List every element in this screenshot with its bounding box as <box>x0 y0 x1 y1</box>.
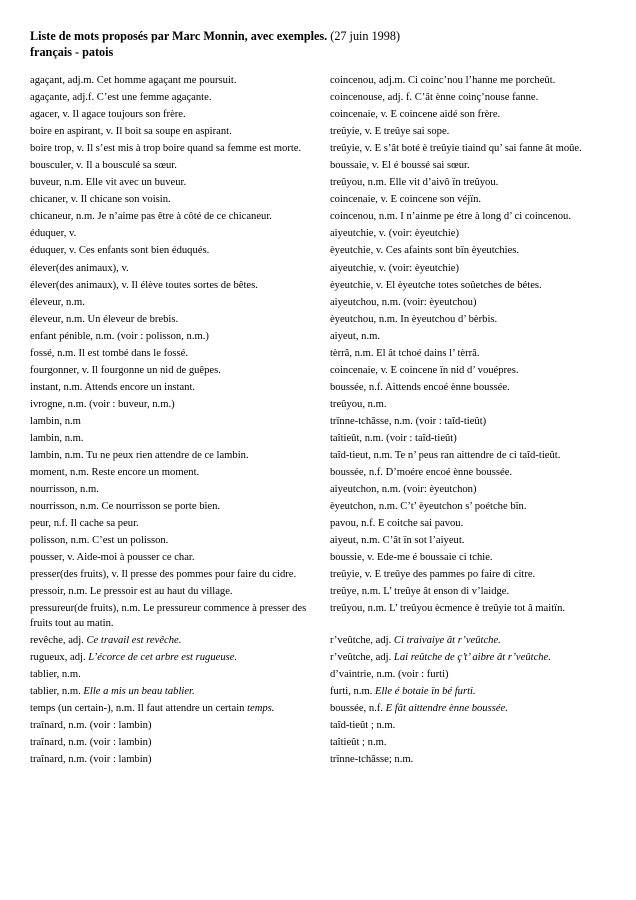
glossary-entry: treûyou, n.m. Elle vit d’aivô ïn treûyou. <box>329 177 499 189</box>
glossary-entry: pressureur(de fruits), n.m. Le pressureur commence à presser des fruits tout au matin. <box>30 603 307 629</box>
document-header <box>30 28 606 60</box>
glossary-entry: éduquer, v. Ces enfants sont bien éduqués. <box>30 245 210 257</box>
glossary-entry: boussée, n.f. D’moére encoé ènne boussée. <box>329 467 513 479</box>
glossary-columns <box>30 74 606 770</box>
glossary-entry: pressoir, n.m. Le pressoir est au haut du village. <box>30 586 233 598</box>
glossary-entry: pavou, n.f. E coitche sai pavou. <box>329 518 464 530</box>
glossary-entry: agaçant, adj.m. Cet homme agaçant me poursuit. <box>30 75 237 86</box>
glossary-entry: bousculer, v. Il a bousculé sa sœur. <box>30 160 177 172</box>
glossary-entry: aiyeutchie, v. (voir: èyeutchie) <box>329 262 460 274</box>
glossary-entry: traînard, n.m. (voir : lambin) <box>30 737 152 749</box>
glossary-entry: rugueux, adj. L’écorce de cet arbre est rugueuse. <box>30 652 238 664</box>
glossary-entry: instant, n.m. Attends encore un instant. <box>30 381 196 393</box>
glossary-entry: chicaneur, n.m. Je n’aime pas être à côté de ce chicaneur. <box>30 211 272 223</box>
glossary-entry: pousser, v. Aide-moi à pousser ce char. <box>30 552 195 564</box>
glossary-entry: fourgonner, v. Il fourgonne un nid de guêpes. <box>30 364 221 376</box>
glossary-entry: aiyeut, n.m. <box>329 330 380 342</box>
glossary-entry: boussie, v. Ede-me é boussaie ci tchie. <box>329 552 493 564</box>
glossary-entry: lambin, n.m. Tu ne peux rien attendre de ce lambin. <box>30 450 249 462</box>
glossary-entry: r’veûtche, adj. Ci traivaiye ât r’veûtche. <box>329 635 501 647</box>
glossary-entry: tèrrâ, n.m. El ât tchoé dains l’ tèrrâ. <box>329 347 480 359</box>
glossary-entry: revêche, adj. Ce travail est revêche. <box>30 635 182 647</box>
glossary-entry: polisson, n.m. C’est un polisson. <box>30 535 169 547</box>
glossary-entry: nourrisson, n.m. Ce nourrisson se porte bien. <box>30 501 221 513</box>
glossary-entry: coincenaie, v. E coincene aidé son frère. <box>329 109 501 121</box>
glossary-entry: éleveur, n.m. <box>30 296 85 308</box>
column-patois <box>330 74 606 770</box>
glossary-entry: èyeutchon, n.m. C’t’ èyeutchon s’ poétche bïn. <box>329 501 527 513</box>
glossary-entry: éduquer, v. <box>30 228 77 240</box>
glossary-entry: treûyou, n.m. L’ treûyou ècmence è treûyie tot â maitïn. <box>329 603 566 615</box>
glossary-entry: aiyeut, n.m. C’ât ïn sot l’aiyeut. <box>329 535 465 547</box>
glossary-entry: boire en aspirant, v. Il boit sa soupe en aspirant. <box>30 126 232 138</box>
glossary-entry: èyeutchou, n.m. In èyeutchou d’ bèrbis. <box>329 313 498 325</box>
glossary-entry: treûyou, n.m. <box>329 398 387 410</box>
glossary-entry: taîd-tieût ; n.m. <box>329 720 396 732</box>
glossary-entry: peur, n.f. Il cache sa peur. <box>30 518 139 530</box>
glossary-entry: taîtieût, n.m. (voir : taîd-tieût) <box>329 432 457 444</box>
column-french <box>30 74 312 770</box>
document-subtitle: français - patois <box>30 45 114 59</box>
glossary-entry: élever(des animaux), v. <box>30 262 129 274</box>
glossary-entry: tablier, n.m. Elle a mis un beau tablier. <box>30 686 195 698</box>
glossary-entry: treûye, n.m. L’ treûye ât enson di v’laidge. <box>329 586 510 598</box>
glossary-entry: lambin, n.m. <box>30 432 84 444</box>
document-title: Liste de mots proposés par Marc Monnin, avec exemples. <box>30 29 328 43</box>
glossary-entry: boussaie, v. El é boussé sai sœur. <box>329 160 470 172</box>
glossary-entry: r’veûtche, adj. Lai reûtche de ç’t’ aibre ât r’veûtche. <box>329 652 551 664</box>
glossary-entry: èyeutchie, v. El èyeutche totes soûetches de bétes. <box>329 279 542 291</box>
glossary-entry: coincenaie, v. E coincene ïn nid d’ vouépres. <box>329 364 519 376</box>
glossary-entry: aiyeutchou, n.m. (voir: èyeutchou) <box>329 296 477 308</box>
glossary-entry: taîd-tieut, n.m. Te n’ peus ran aittendre de ci taîd-tieût. <box>329 450 561 462</box>
glossary-entry: coincenou, adj.m. Ci coinc’nou l’hanne me porcheût. <box>329 75 556 86</box>
glossary-entry: treûyie, v. E s’ât boté è treûyie tiaind qu’ sai fanne ât moûe. <box>329 143 582 155</box>
glossary-entry: temps (un certain-), n.m. Il faut attendre un certain temps. <box>30 703 275 715</box>
glossary-entry: boussée, n.f. E fât aittendre ènne boussée. <box>329 703 508 715</box>
glossary-entry: élever(des animaux), v. Il élève toutes sortes de bêtes. <box>30 279 258 291</box>
title-line <box>30 28 606 44</box>
document-date: (27 juin 1998) <box>330 29 400 43</box>
glossary-entry: moment, n.m. Reste encore un moment. <box>30 467 200 479</box>
glossary-entry: presser(des fruits), v. Il presse des pommes pour faire du cidre. <box>30 569 297 581</box>
glossary-entry: traînard, n.m. (voir : lambin) <box>30 720 152 732</box>
glossary-entry: lambin, n.m <box>30 415 81 427</box>
glossary-entry: aiyeutchie, v. (voir: èyeutchie) <box>329 228 460 240</box>
glossary-entry: agacer, v. Il agace toujours son frère. <box>30 109 186 121</box>
glossary-entry: chicaner, v. Il chicane son voisin. <box>30 194 171 206</box>
glossary-entry: treûyie, v. E treûye sai sope. <box>329 126 450 138</box>
glossary-entry: fossé, n.m. Il est tombé dans le fossé. <box>30 347 188 359</box>
glossary-entry: coincenou, n.m. I n’ainme pe étre à long d’ ci coincenou. <box>329 211 571 223</box>
glossary-entry: éleveur, n.m. Un éleveur de brebis. <box>30 313 179 325</box>
glossary-entry: traînard, n.m. (voir : lambin) <box>30 754 152 766</box>
glossary-entry: furti, n.m. Elle é botaie ïn bé furti. <box>329 686 476 698</box>
glossary-entry: agaçante, adj.f. C’est une femme agaçante. <box>30 92 212 104</box>
glossary-entry: boire trop, v. Il s’est mis à trop boire quand sa femme est morte. <box>30 143 302 155</box>
glossary-entry: èyeutchie, v. Ces afaints sont bïn èyeutchies. <box>329 245 520 257</box>
glossary-entry: enfant pénible, n.m. (voir : polisson, n.m.) <box>30 330 209 342</box>
glossary-entry: buveur, n.m. Elle vit avec un buveur. <box>30 177 187 189</box>
glossary-entry: treûyie, v. E treûye des pammes po faire di citre. <box>329 569 536 581</box>
glossary-entry: d’vaintrie, n.m. (voir : furti) <box>329 669 449 681</box>
glossary-entry: ivrogne, n.m. (voir : buveur, n.m.) <box>30 398 175 410</box>
glossary-entry: trïnne-tchâsse; n.m. <box>329 754 414 766</box>
glossary-entry: aiyeutchon, n.m. (voir: èyeutchon) <box>329 484 477 496</box>
glossary-entry: taîtieût ; n.m. <box>329 737 387 749</box>
glossary-entry: boussée, n.f. Aittends encoé ènne boussée. <box>329 381 510 393</box>
glossary-entry: coincenaie, v. E coincene son véjïn. <box>329 194 482 206</box>
glossary-entry: tablier, n.m. <box>30 669 81 681</box>
glossary-entry: coincenouse, adj. f. C’ât ènne coinç’nouse fanne. <box>329 92 539 104</box>
glossary-entry: nourrisson, n.m. <box>30 484 99 496</box>
glossary-entry: trïnne-tchâsse, n.m. (voir : taîd-tieût) <box>329 415 487 427</box>
